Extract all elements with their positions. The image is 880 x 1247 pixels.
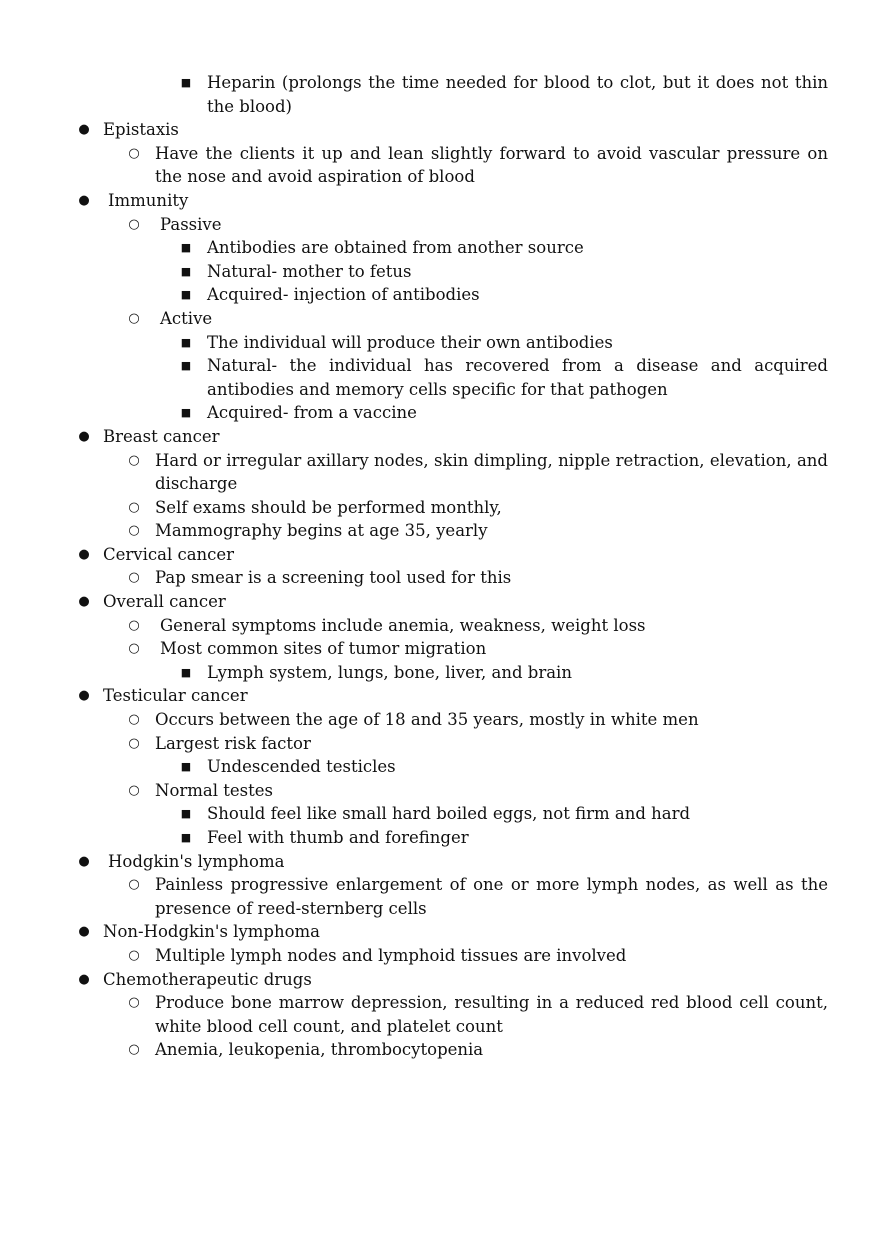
list-item bbox=[0, 449, 880, 496]
list-item bbox=[0, 425, 880, 449]
list-item bbox=[0, 236, 880, 260]
list-item bbox=[0, 755, 880, 779]
list-item-text: Undescended testicles bbox=[207, 757, 396, 777]
list-item-text: Passive bbox=[160, 214, 222, 234]
list-item bbox=[0, 142, 880, 189]
disc-bullet-icon: ● bbox=[78, 428, 90, 444]
list-item-text: Hodgkin's lymphoma bbox=[108, 851, 285, 871]
square-bullet-icon: ■ bbox=[180, 335, 192, 349]
disc-bullet-icon: ● bbox=[78, 594, 90, 610]
list-item bbox=[0, 991, 880, 1038]
square-bullet-icon: ■ bbox=[180, 264, 192, 278]
list-item bbox=[0, 920, 880, 944]
square-bullet-icon: ■ bbox=[180, 831, 192, 844]
list-item-text: Pap smear is a screening tool used for this bbox=[155, 568, 512, 588]
list-item-text: Natural- the individual has recovered from a disease and acquired antibodies and memory cells specific for that pathogen bbox=[207, 356, 828, 399]
list-item bbox=[0, 189, 880, 213]
circle-bullet-icon: ○ bbox=[128, 570, 140, 586]
list-item bbox=[0, 71, 880, 118]
list-item bbox=[0, 614, 880, 638]
list-item-text: Chemotherapeutic drugs bbox=[103, 969, 312, 989]
list-item-text: The individual will produce their own antibodies bbox=[207, 332, 613, 352]
list-item bbox=[0, 944, 880, 968]
square-bullet-icon: ■ bbox=[180, 760, 192, 774]
circle-bullet-icon: ○ bbox=[128, 499, 140, 515]
list-item-text: Produce bone marrow depression, resulting in a reduced red blood cell count, white blood cell count, and platelet count bbox=[155, 993, 828, 1036]
list-item bbox=[0, 661, 880, 685]
list-item-text: Testicular cancer bbox=[103, 686, 248, 706]
list-item-text: Lymph system, lungs, bone, liver, and brain bbox=[207, 662, 572, 682]
list-item-text: Normal testes bbox=[155, 780, 273, 800]
list-item bbox=[0, 590, 880, 614]
list-item bbox=[0, 331, 880, 355]
list-item bbox=[0, 968, 880, 992]
list-item bbox=[0, 260, 880, 284]
list-item bbox=[0, 496, 880, 520]
list-item bbox=[0, 519, 880, 543]
list-item bbox=[0, 637, 880, 661]
list-item-text: Hard or irregular axillary nodes, skin dimpling, nipple retraction, elevation, and discharge bbox=[155, 450, 828, 494]
list-item-text: Feel with thumb and forefinger bbox=[207, 828, 469, 847]
list-item-text: Self exams should be performed monthly, bbox=[155, 497, 502, 517]
list-item-text: Should feel like small hard boiled eggs, not firm and hard bbox=[207, 804, 691, 824]
list-item-text: Non-Hodgkin's lymphoma bbox=[103, 922, 321, 942]
list-item-text: Multiple lymph nodes and lymphoid tissues are involved bbox=[155, 945, 627, 965]
circle-bullet-icon: ○ bbox=[128, 735, 140, 751]
list-item bbox=[0, 802, 880, 826]
list-item bbox=[0, 354, 880, 401]
list-item bbox=[0, 873, 880, 920]
circle-bullet-icon: ○ bbox=[128, 1042, 140, 1058]
list-item bbox=[0, 307, 880, 331]
list-item-text: Immunity bbox=[108, 190, 189, 210]
document-page bbox=[0, 71, 880, 1062]
list-item bbox=[0, 779, 880, 803]
list-item bbox=[0, 1038, 880, 1062]
circle-bullet-icon: ○ bbox=[128, 310, 140, 326]
circle-bullet-icon: ○ bbox=[128, 452, 140, 468]
list-item-text: Natural- mother to fetus bbox=[207, 261, 412, 281]
list-item bbox=[0, 566, 880, 590]
square-bullet-icon: ■ bbox=[180, 288, 192, 302]
circle-bullet-icon: ○ bbox=[128, 617, 140, 633]
list-item bbox=[0, 401, 880, 425]
list-item-text: Anemia, leukopenia, thrombocytopenia bbox=[155, 1040, 484, 1060]
list-item bbox=[0, 826, 880, 850]
list-item-text: Active bbox=[160, 308, 213, 328]
disc-bullet-icon: ● bbox=[78, 688, 90, 704]
list-item-text: Have the clients it up and lean slightly forward to avoid vascular pressure on the nose and avoid aspiration of blood bbox=[155, 143, 828, 187]
list-item-text: Cervical cancer bbox=[103, 544, 235, 564]
list-item-text: Breast cancer bbox=[103, 426, 220, 446]
circle-bullet-icon: ○ bbox=[128, 877, 140, 893]
circle-bullet-icon: ○ bbox=[128, 523, 140, 539]
square-bullet-icon: ■ bbox=[180, 241, 192, 255]
list-item-text: Heparin (prolongs the time needed for blood to clot, but it does not thin the blood) bbox=[207, 73, 828, 116]
list-item-text: Occurs between the age of 18 and 35 years, mostly in white men bbox=[155, 710, 699, 730]
list-item bbox=[0, 213, 880, 237]
circle-bullet-icon: ○ bbox=[128, 641, 140, 657]
circle-bullet-icon: ○ bbox=[128, 712, 140, 728]
circle-bullet-icon: ○ bbox=[128, 216, 140, 232]
square-bullet-icon: ■ bbox=[180, 76, 192, 89]
circle-bullet-icon: ○ bbox=[128, 782, 140, 798]
disc-bullet-icon: ● bbox=[78, 924, 90, 940]
list-item bbox=[0, 684, 880, 708]
disc-bullet-icon: ● bbox=[78, 546, 90, 562]
disc-bullet-icon: ● bbox=[78, 122, 90, 138]
square-bullet-icon: ■ bbox=[180, 807, 192, 821]
list-item-text: Largest risk factor bbox=[155, 733, 311, 753]
list-item-text: General symptoms include anemia, weakness, weight loss bbox=[160, 615, 646, 635]
list-item-text: Mammography begins at age 35, yearly bbox=[155, 521, 488, 541]
list-item-text: Acquired- injection of antibodies bbox=[207, 285, 480, 305]
circle-bullet-icon: ○ bbox=[128, 947, 140, 963]
list-item bbox=[0, 732, 880, 756]
list-item-text: Overall cancer bbox=[103, 592, 226, 612]
list-item bbox=[0, 118, 880, 142]
list-item-text: Epistaxis bbox=[103, 120, 179, 140]
square-bullet-icon: ■ bbox=[180, 359, 192, 373]
list-item-text: Painless progressive enlargement of one or more lymph nodes, as well as the presence of reed-sternberg cells bbox=[155, 875, 828, 918]
square-bullet-icon: ■ bbox=[180, 406, 192, 420]
list-item bbox=[0, 850, 880, 874]
disc-bullet-icon: ● bbox=[78, 971, 90, 987]
list-item-text: Antibodies are obtained from another source bbox=[207, 238, 584, 258]
circle-bullet-icon: ○ bbox=[128, 145, 140, 161]
disc-bullet-icon: ● bbox=[78, 853, 90, 869]
list-item-text: Acquired- from a vaccine bbox=[207, 403, 417, 423]
circle-bullet-icon: ○ bbox=[128, 995, 140, 1011]
list-item bbox=[0, 543, 880, 567]
square-bullet-icon: ■ bbox=[180, 665, 192, 679]
list-item-text: Most common sites of tumor migration bbox=[160, 639, 487, 659]
disc-bullet-icon: ● bbox=[78, 192, 90, 208]
list-item bbox=[0, 283, 880, 307]
list-item bbox=[0, 708, 880, 732]
